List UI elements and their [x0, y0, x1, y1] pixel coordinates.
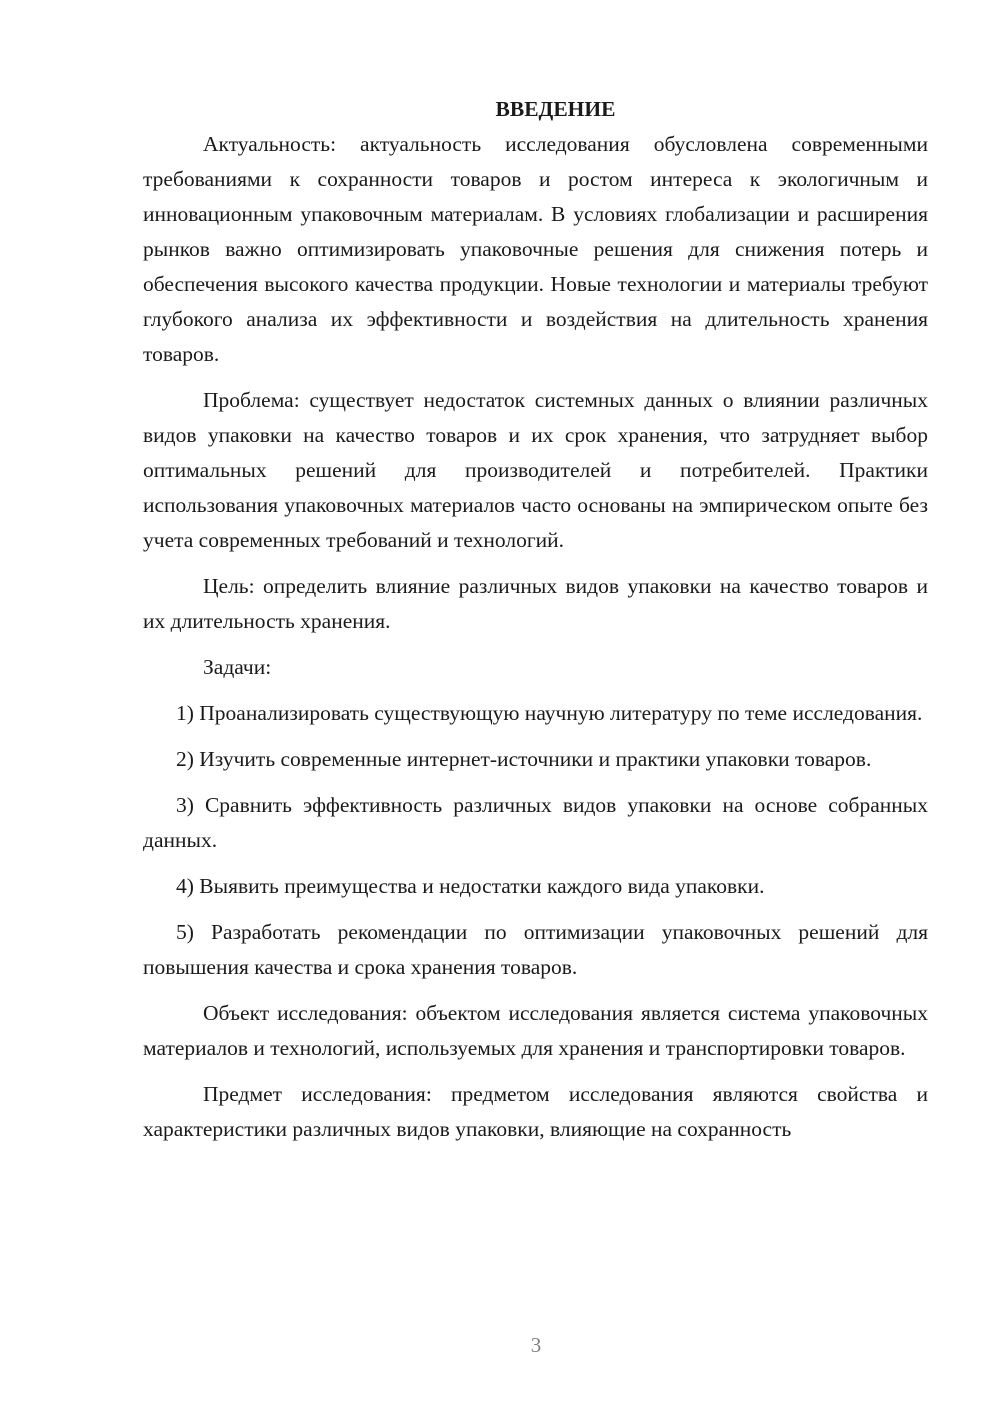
paragraph-tasks-label: Задачи:: [203, 655, 272, 679]
task-item-4: 4) Выявить преимущества и недостатки каждого вида упаковки.: [176, 874, 765, 898]
section-heading: ВВЕДЕНИЕ: [495, 97, 616, 121]
task-item-1: 1) Проанализировать существующую научную литературу по теме исследования.: [176, 701, 923, 725]
page-content: [143, 92, 928, 1147]
task-item-2: 2) Изучить современные интернет-источники и практики упаковки товаров.: [176, 747, 872, 771]
task-item-3: 3) Сравнить эффективность различных видов упаковки на основе собранных данных.: [143, 793, 928, 852]
paragraph-subject: Предмет исследования: предметом исследования являются свойства и характеристики различных видов упаковки, влияющие на сохранность: [143, 1082, 928, 1141]
task-item-5: 5) Разработать рекомендации по оптимизации упаковочных решений для повышения качества и срока хранения товаров.: [143, 920, 928, 979]
paragraph-relevance: Актуальность: актуальность исследования обусловлена современными требованиями к сохранности товаров и ростом интереса к экологичным и инновационным упаковочным материалам. В условиях глобализации и расширения рынков важно оптимизировать упаковочные решения для снижения потерь и обеспечения высокого качества продукции. Новые технологии и материалы требуют глубокого анализа их эффективности и воздействия на длительность хранения товаров.: [143, 132, 928, 366]
page-number: 3: [530, 1333, 542, 1357]
paragraph-problem: Проблема: существует недостаток системных данных о влиянии различных видов упаковки на качество товаров и их срок хранения, что затрудняет выбор оптимальных решений для производителей и потребителей. Практики использования упаковочных материалов часто основаны на эмпирическом опыте без учета современных требований и технологий.: [143, 388, 928, 552]
paragraph-object: Объект исследования: объектом исследования является система упаковочных материалов и технологий, используемых для хранения и транспортировки товаров.: [143, 1001, 928, 1060]
paragraph-goal: Цель: определить влияние различных видов упаковки на качество товаров и их длительность хранения.: [143, 574, 928, 633]
